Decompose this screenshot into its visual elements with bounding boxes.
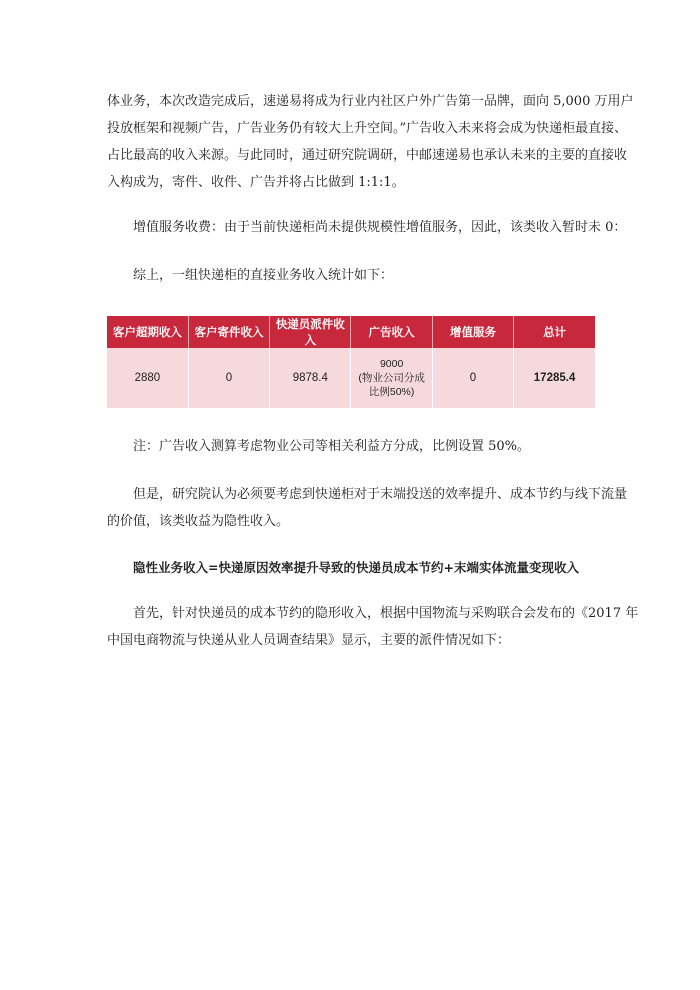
text-line: 投放框架和视频广告，广告业务仍有较大上升空间。”广告收入未来将会成为快递柜最直接、 (107, 121, 628, 136)
text-line: 增值服务收费：由于当前快递柜尚未提供规模性增值服务，因此，该类收入暂时未 0： (133, 220, 627, 235)
table-header-row (107, 316, 595, 348)
table-cell-total: 17285.4 (514, 348, 595, 408)
paragraph-ad-revenue (107, 88, 634, 196)
paragraph-hidden-value (107, 481, 628, 535)
text-line: 中国电商物流与快递从业人员调查结果》显示，主要的派件情况如下： (107, 633, 511, 648)
cell-line: 9000 (379, 358, 404, 370)
paragraph-value-added (107, 214, 627, 241)
table-cell: 9878.4 (270, 348, 351, 408)
column-header: 广告收入 (351, 316, 432, 348)
text-line: 综上，一组快递柜的直接业务收入统计如下： (133, 268, 394, 283)
text-line: 的价值，该类收益为隐性收入。 (107, 514, 290, 529)
text-line: 占比最高的收入来源。与此同时，通过研究院调研，中邮速递易也承认未来的主要的直接收 (107, 148, 628, 163)
text-line: 首先，针对快递员的成本节约的隐形收入，根据中国物流与采购联合会发布的《2017 年 (133, 606, 639, 621)
table-cell: 0 (432, 348, 513, 408)
table-cell: 0 (188, 348, 269, 408)
heading-text: 隐性业务收入=快递原因效率提升导致的快递员成本节约+末端实体流量变现收入 (133, 560, 579, 575)
text-line: 入构成为，寄件、收件、广告并将占比做到 1:1:1。 (107, 175, 405, 190)
cell-line: (物业公司分成 (358, 372, 425, 384)
column-header: 客户寄件收入 (188, 316, 269, 348)
table-cell-ad-revenue (351, 348, 432, 408)
text-line: 但是，研究院认为必须要考虑到快递柜对于末端投送的效率提升、成本节约与线下流量 (133, 487, 628, 502)
paragraph-note (107, 433, 599, 460)
text-line: 体业务，本次改造完成后，速递易将成为行业内社区户外广告第一品牌，面向 5,000 万用户 (107, 94, 634, 109)
column-header: 快递员派件收入 (270, 316, 351, 348)
column-header: 客户超期收入 (107, 316, 188, 348)
table-cell: 2880 (107, 348, 188, 408)
paragraph-summary (107, 262, 599, 289)
table-row (107, 348, 595, 408)
text-line: 注：广告收入测算考虑物业公司等相关利益方分成，比例设置 50%。 (133, 439, 531, 454)
cell-line: 比例50%) (368, 386, 415, 398)
column-header: 总计 (514, 316, 595, 348)
column-header: 增值服务 (432, 316, 513, 348)
income-table (107, 316, 595, 408)
section-heading (107, 554, 599, 581)
paragraph-cost-saving (107, 600, 639, 654)
